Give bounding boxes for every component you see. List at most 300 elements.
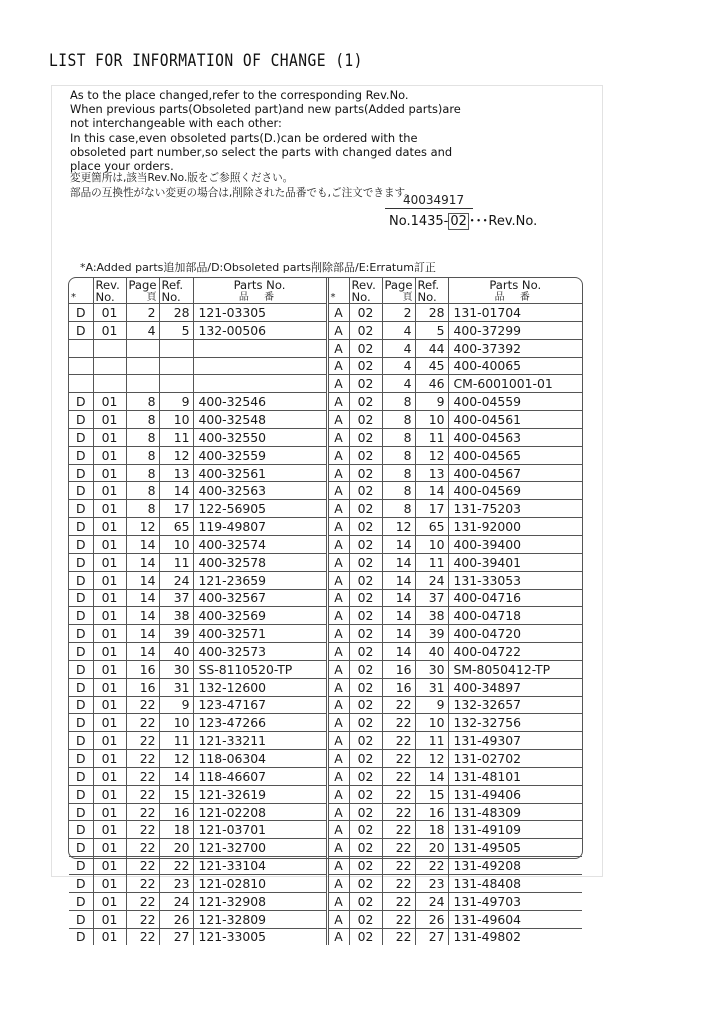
obsoleted-rev-cell: 01 bbox=[93, 500, 126, 518]
table-row bbox=[69, 803, 582, 821]
obsoleted-ref-cell: 10 bbox=[159, 411, 193, 429]
table-row bbox=[69, 857, 582, 875]
table-row bbox=[69, 321, 582, 339]
obsoleted-ref-cell: 39 bbox=[159, 625, 193, 643]
added-ref-cell: 31 bbox=[415, 678, 448, 696]
obsoleted-page-cell: 14 bbox=[126, 553, 159, 571]
added-ref-cell: 10 bbox=[415, 411, 448, 429]
table-row bbox=[69, 571, 582, 589]
obsoleted-part-number-cell: 121-33211 bbox=[193, 732, 327, 750]
header-label: Parts No. bbox=[233, 278, 286, 292]
added-page-cell: 22 bbox=[382, 732, 415, 750]
table-row bbox=[69, 428, 582, 446]
added-type-cell: A bbox=[327, 857, 349, 875]
header-label: No. bbox=[95, 289, 115, 304]
added-rev-cell: 02 bbox=[349, 607, 382, 625]
added-rev-cell: 02 bbox=[349, 625, 382, 643]
obsoleted-type-cell: D bbox=[69, 767, 93, 785]
added-page-cell: 8 bbox=[382, 411, 415, 429]
obsoleted-part-number-cell bbox=[193, 339, 327, 357]
obsoleted-part-number-cell: 400-32546 bbox=[193, 393, 327, 411]
obsoleted-page-cell: 22 bbox=[126, 910, 159, 928]
added-ref-cell: 18 bbox=[415, 821, 448, 839]
obsoleted-part-number-cell: 121-32700 bbox=[193, 839, 327, 857]
added-rev-cell: 02 bbox=[349, 785, 382, 803]
obsoleted-page-cell: 8 bbox=[126, 393, 159, 411]
obsoleted-type-cell: D bbox=[69, 785, 93, 803]
intro-text bbox=[70, 88, 467, 173]
added-type-cell: A bbox=[327, 357, 349, 375]
added-ref-cell: 24 bbox=[415, 571, 448, 589]
added-part-number-cell: 131-49703 bbox=[448, 892, 582, 910]
header-ref bbox=[159, 278, 193, 304]
added-part-number-cell: 131-01704 bbox=[448, 304, 582, 322]
added-rev-cell: 02 bbox=[349, 446, 382, 464]
table-row bbox=[69, 464, 582, 482]
obsoleted-part-number-cell: 121-03701 bbox=[193, 821, 327, 839]
obsoleted-type-cell: D bbox=[69, 571, 93, 589]
table-row bbox=[69, 357, 582, 375]
table-row bbox=[69, 714, 582, 732]
added-type-cell: A bbox=[327, 875, 349, 893]
obsoleted-ref-cell bbox=[159, 357, 193, 375]
obsoleted-ref-cell: 23 bbox=[159, 875, 193, 893]
added-ref-cell: 23 bbox=[415, 875, 448, 893]
obsoleted-page-cell: 8 bbox=[126, 464, 159, 482]
obsoleted-rev-cell: 01 bbox=[93, 482, 126, 500]
added-part-number-cell: 131-49802 bbox=[448, 928, 582, 945]
added-ref-cell: 11 bbox=[415, 428, 448, 446]
obsoleted-rev-cell: 01 bbox=[93, 589, 126, 607]
added-type-cell: A bbox=[327, 803, 349, 821]
table-row bbox=[69, 892, 582, 910]
added-page-cell: 22 bbox=[382, 714, 415, 732]
added-rev-cell: 02 bbox=[349, 643, 382, 661]
added-rev-cell: 02 bbox=[349, 892, 382, 910]
obsoleted-ref-cell: 12 bbox=[159, 446, 193, 464]
added-ref-cell: 45 bbox=[415, 357, 448, 375]
obsoleted-part-number-cell: 400-32548 bbox=[193, 411, 327, 429]
obsoleted-type-cell: D bbox=[69, 696, 93, 714]
added-part-number-cell: CM-6001001-01 bbox=[448, 375, 582, 393]
obsoleted-part-number-cell: 400-32561 bbox=[193, 464, 327, 482]
intro-line: not interchangeable with each other: bbox=[70, 116, 282, 131]
table-row bbox=[69, 393, 582, 411]
table-row bbox=[69, 518, 582, 536]
added-rev-cell: 02 bbox=[349, 357, 382, 375]
obsoleted-rev-cell: 01 bbox=[93, 321, 126, 339]
obsoleted-page-cell: 14 bbox=[126, 607, 159, 625]
table-row bbox=[69, 660, 582, 678]
header-star bbox=[327, 278, 349, 304]
added-part-number-cell: 400-04563 bbox=[448, 428, 582, 446]
added-type-cell: A bbox=[327, 750, 349, 768]
added-type-cell: A bbox=[327, 732, 349, 750]
obsoleted-page-cell: 4 bbox=[126, 321, 159, 339]
header-page bbox=[126, 278, 159, 304]
header-page bbox=[382, 278, 415, 304]
obsoleted-rev-cell: 01 bbox=[93, 803, 126, 821]
added-type-cell: A bbox=[327, 321, 349, 339]
obsoleted-page-cell: 8 bbox=[126, 446, 159, 464]
header-ref bbox=[415, 278, 448, 304]
added-part-number-cell: 400-04559 bbox=[448, 393, 582, 411]
obsoleted-ref-cell bbox=[159, 375, 193, 393]
added-page-cell: 4 bbox=[382, 375, 415, 393]
added-ref-cell: 30 bbox=[415, 660, 448, 678]
obsoleted-type-cell: D bbox=[69, 910, 93, 928]
obsoleted-ref-cell: 22 bbox=[159, 857, 193, 875]
header-label: Page bbox=[384, 278, 413, 292]
page-title: LIST FOR INFORMATION OF CHANGE (1) bbox=[49, 51, 363, 71]
added-rev-cell: 02 bbox=[349, 553, 382, 571]
added-ref-cell: 40 bbox=[415, 643, 448, 661]
obsoleted-part-number-cell: 121-02810 bbox=[193, 875, 327, 893]
obsoleted-page-cell: 14 bbox=[126, 625, 159, 643]
obsoleted-ref-cell: 16 bbox=[159, 803, 193, 821]
added-part-number-cell: 131-49307 bbox=[448, 732, 582, 750]
obsoleted-ref-cell: 11 bbox=[159, 732, 193, 750]
obsoleted-part-number-cell: 400-32567 bbox=[193, 589, 327, 607]
obsoleted-rev-cell: 01 bbox=[93, 839, 126, 857]
obsoleted-type-cell bbox=[69, 357, 93, 375]
obsoleted-ref-cell: 31 bbox=[159, 678, 193, 696]
obsoleted-rev-cell: 01 bbox=[93, 696, 126, 714]
table-row bbox=[69, 339, 582, 357]
added-page-cell: 22 bbox=[382, 767, 415, 785]
obsoleted-ref-cell: 65 bbox=[159, 518, 193, 536]
added-rev-cell: 02 bbox=[349, 696, 382, 714]
added-page-cell: 22 bbox=[382, 803, 415, 821]
added-ref-cell: 12 bbox=[415, 446, 448, 464]
added-rev-cell: 02 bbox=[349, 500, 382, 518]
obsoleted-rev-cell: 01 bbox=[93, 393, 126, 411]
jp-line: 部品の互換性がない変更の場合は,削除された品番でも,ご注文できます。 bbox=[70, 187, 415, 199]
rev-example bbox=[389, 210, 537, 229]
added-page-cell: 8 bbox=[382, 482, 415, 500]
obsoleted-page-cell: 12 bbox=[126, 518, 159, 536]
obsoleted-type-cell bbox=[69, 339, 93, 357]
added-part-number-cell: 400-37392 bbox=[448, 339, 582, 357]
obsoleted-page-cell: 22 bbox=[126, 785, 159, 803]
obsoleted-ref-cell: 18 bbox=[159, 821, 193, 839]
added-part-number-cell: 131-92000 bbox=[448, 518, 582, 536]
added-ref-cell: 14 bbox=[415, 767, 448, 785]
obsoleted-ref-cell: 11 bbox=[159, 428, 193, 446]
obsoleted-ref-cell bbox=[159, 339, 193, 357]
table-row bbox=[69, 928, 582, 945]
added-part-number-cell: 400-40065 bbox=[448, 357, 582, 375]
added-type-cell: A bbox=[327, 535, 349, 553]
obsoleted-type-cell: D bbox=[69, 411, 93, 429]
header-label: Parts No. bbox=[489, 278, 542, 292]
table-row bbox=[69, 535, 582, 553]
obsoleted-rev-cell bbox=[93, 375, 126, 393]
obsoleted-rev-cell: 01 bbox=[93, 304, 126, 322]
table-row bbox=[69, 732, 582, 750]
obsoleted-ref-cell: 37 bbox=[159, 589, 193, 607]
obsoleted-page-cell: 8 bbox=[126, 428, 159, 446]
table-row bbox=[69, 500, 582, 518]
rev-prefix: No.1435- bbox=[389, 214, 449, 229]
added-page-cell: 4 bbox=[382, 321, 415, 339]
added-ref-cell: 14 bbox=[415, 482, 448, 500]
obsoleted-page-cell: 22 bbox=[126, 803, 159, 821]
obsoleted-part-number-cell: 121-32809 bbox=[193, 910, 327, 928]
added-rev-cell: 02 bbox=[349, 571, 382, 589]
added-part-number-cell: 131-49604 bbox=[448, 910, 582, 928]
added-rev-cell: 02 bbox=[349, 375, 382, 393]
obsoleted-part-number-cell: 400-32569 bbox=[193, 607, 327, 625]
obsoleted-type-cell: D bbox=[69, 518, 93, 536]
added-page-cell: 22 bbox=[382, 892, 415, 910]
obsoleted-ref-cell: 13 bbox=[159, 464, 193, 482]
added-type-cell: A bbox=[327, 518, 349, 536]
added-page-cell: 8 bbox=[382, 500, 415, 518]
added-part-number-cell: 400-34897 bbox=[448, 678, 582, 696]
intro-line: In this case,even obsoleted parts(D.)can be ordered with the bbox=[70, 130, 418, 145]
added-page-cell: 22 bbox=[382, 857, 415, 875]
added-page-cell: 14 bbox=[382, 535, 415, 553]
obsoleted-page-cell: 22 bbox=[126, 839, 159, 857]
added-type-cell: A bbox=[327, 785, 349, 803]
obsoleted-ref-cell: 17 bbox=[159, 500, 193, 518]
added-rev-cell: 02 bbox=[349, 821, 382, 839]
added-part-number-cell: 400-04561 bbox=[448, 411, 582, 429]
obsoleted-part-number-cell: 119-49807 bbox=[193, 518, 327, 536]
obsoleted-page-cell: 22 bbox=[126, 767, 159, 785]
added-page-cell: 22 bbox=[382, 839, 415, 857]
added-rev-cell: 02 bbox=[349, 714, 382, 732]
obsoleted-ref-cell: 26 bbox=[159, 910, 193, 928]
added-part-number-cell: 131-48309 bbox=[448, 803, 582, 821]
added-rev-cell: 02 bbox=[349, 910, 382, 928]
added-page-cell: 14 bbox=[382, 553, 415, 571]
obsoleted-ref-cell: 40 bbox=[159, 643, 193, 661]
table-row bbox=[69, 750, 582, 768]
obsoleted-ref-cell: 15 bbox=[159, 785, 193, 803]
added-page-cell: 14 bbox=[382, 625, 415, 643]
obsoleted-part-number-cell: 132-00506 bbox=[193, 321, 327, 339]
obsoleted-page-cell: 16 bbox=[126, 660, 159, 678]
added-type-cell: A bbox=[327, 589, 349, 607]
added-ref-cell: 39 bbox=[415, 625, 448, 643]
header-label: No. bbox=[161, 289, 181, 304]
obsoleted-page-cell: 22 bbox=[126, 732, 159, 750]
added-part-number-cell: 131-49208 bbox=[448, 857, 582, 875]
added-ref-cell: 11 bbox=[415, 732, 448, 750]
added-ref-cell: 11 bbox=[415, 553, 448, 571]
header-label: 品 番 bbox=[238, 291, 281, 303]
added-page-cell: 8 bbox=[382, 428, 415, 446]
added-type-cell: A bbox=[327, 696, 349, 714]
obsoleted-type-cell: D bbox=[69, 714, 93, 732]
obsoleted-rev-cell: 01 bbox=[93, 928, 126, 945]
added-ref-cell: 10 bbox=[415, 714, 448, 732]
intro-line: As to the place changed,refer to the corresponding Rev.No. bbox=[70, 88, 409, 102]
added-rev-cell: 02 bbox=[349, 857, 382, 875]
obsoleted-ref-cell: 20 bbox=[159, 839, 193, 857]
intro-line: When previous parts(Obsoleted part)and new parts(Added parts)are bbox=[70, 102, 461, 117]
header-rev bbox=[349, 278, 382, 304]
table-row bbox=[69, 411, 582, 429]
obsoleted-part-number-cell: 132-12600 bbox=[193, 678, 327, 696]
obsoleted-part-number-cell: 121-02208 bbox=[193, 803, 327, 821]
obsoleted-part-number-cell: 123-47266 bbox=[193, 714, 327, 732]
header-label: Ref. bbox=[161, 278, 184, 292]
obsoleted-rev-cell bbox=[93, 339, 126, 357]
obsoleted-ref-cell: 38 bbox=[159, 607, 193, 625]
added-ref-cell: 17 bbox=[415, 500, 448, 518]
obsoleted-page-cell: 22 bbox=[126, 928, 159, 945]
obsoleted-page-cell: 14 bbox=[126, 571, 159, 589]
obsoleted-page-cell: 2 bbox=[126, 304, 159, 322]
obsoleted-type-cell: D bbox=[69, 857, 93, 875]
obsoleted-rev-cell: 01 bbox=[93, 571, 126, 589]
added-ref-cell: 24 bbox=[415, 892, 448, 910]
added-page-cell: 14 bbox=[382, 571, 415, 589]
obsoleted-type-cell: D bbox=[69, 750, 93, 768]
intro-line: obsoleted part number,so select the parts with changed dates and bbox=[70, 144, 453, 159]
added-type-cell: A bbox=[327, 821, 349, 839]
obsoleted-rev-cell: 01 bbox=[93, 857, 126, 875]
added-rev-cell: 02 bbox=[349, 464, 382, 482]
obsoleted-rev-cell: 01 bbox=[93, 446, 126, 464]
obsoleted-ref-cell: 27 bbox=[159, 928, 193, 945]
obsoleted-page-cell: 14 bbox=[126, 643, 159, 661]
added-ref-cell: 13 bbox=[415, 464, 448, 482]
added-type-cell: A bbox=[327, 910, 349, 928]
added-part-number-cell: 131-49505 bbox=[448, 839, 582, 857]
obsoleted-type-cell: D bbox=[69, 535, 93, 553]
added-rev-cell: 02 bbox=[349, 803, 382, 821]
rev-number-boxed: 02 bbox=[450, 214, 467, 229]
intro-line: place your orders. bbox=[70, 159, 174, 174]
obsoleted-rev-cell: 01 bbox=[93, 464, 126, 482]
obsoleted-ref-cell: 9 bbox=[159, 393, 193, 411]
header-rev bbox=[93, 278, 126, 304]
added-rev-cell: 02 bbox=[349, 482, 382, 500]
table-row bbox=[69, 304, 582, 322]
added-type-cell: A bbox=[327, 339, 349, 357]
added-part-number-cell: 131-48101 bbox=[448, 767, 582, 785]
added-part-number-cell: 400-04716 bbox=[448, 589, 582, 607]
table-row bbox=[69, 678, 582, 696]
added-page-cell: 16 bbox=[382, 678, 415, 696]
table-row bbox=[69, 875, 582, 893]
added-type-cell: A bbox=[327, 571, 349, 589]
added-type-cell: A bbox=[327, 892, 349, 910]
obsoleted-type-cell: D bbox=[69, 482, 93, 500]
added-type-cell: A bbox=[327, 607, 349, 625]
added-type-cell: A bbox=[327, 464, 349, 482]
obsoleted-type-cell: D bbox=[69, 643, 93, 661]
added-part-number-cell: 400-04720 bbox=[448, 625, 582, 643]
obsoleted-page-cell: 22 bbox=[126, 821, 159, 839]
obsoleted-rev-cell: 01 bbox=[93, 892, 126, 910]
header-label: 頁 bbox=[146, 291, 157, 303]
obsoleted-ref-cell: 14 bbox=[159, 767, 193, 785]
obsoleted-type-cell: D bbox=[69, 732, 93, 750]
obsoleted-type-cell: D bbox=[69, 892, 93, 910]
added-type-cell: A bbox=[327, 411, 349, 429]
obsoleted-rev-cell: 01 bbox=[93, 518, 126, 536]
header-label: No. bbox=[351, 289, 371, 304]
obsoleted-ref-cell: 14 bbox=[159, 482, 193, 500]
obsoleted-type-cell: D bbox=[69, 393, 93, 411]
obsoleted-part-number-cell: 400-32574 bbox=[193, 535, 327, 553]
obsoleted-rev-cell: 01 bbox=[93, 767, 126, 785]
obsoleted-rev-cell: 01 bbox=[93, 535, 126, 553]
obsoleted-part-number-cell: 118-46607 bbox=[193, 767, 327, 785]
obsoleted-rev-cell: 01 bbox=[93, 553, 126, 571]
added-page-cell: 16 bbox=[382, 660, 415, 678]
added-part-number-cell: 400-04565 bbox=[448, 446, 582, 464]
header-label: Rev. bbox=[95, 278, 120, 292]
obsoleted-ref-cell: 11 bbox=[159, 553, 193, 571]
header-star bbox=[69, 278, 93, 304]
added-ref-cell: 44 bbox=[415, 339, 448, 357]
added-rev-cell: 02 bbox=[349, 339, 382, 357]
added-part-number-cell: 400-39401 bbox=[448, 553, 582, 571]
header-parts-no bbox=[193, 278, 327, 304]
added-rev-cell: 02 bbox=[349, 321, 382, 339]
added-ref-cell: 16 bbox=[415, 803, 448, 821]
header-label: Rev. bbox=[351, 278, 376, 292]
table-row bbox=[69, 696, 582, 714]
added-rev-cell: 02 bbox=[349, 767, 382, 785]
added-part-number-cell: 400-04722 bbox=[448, 643, 582, 661]
obsoleted-part-number-cell: 118-06304 bbox=[193, 750, 327, 768]
header-parts-no bbox=[448, 278, 582, 304]
rev-suffix: ･･･Rev.No. bbox=[468, 214, 538, 229]
added-page-cell: 22 bbox=[382, 875, 415, 893]
added-type-cell: A bbox=[327, 767, 349, 785]
table-row bbox=[69, 553, 582, 571]
added-part-number-cell: SM-8050412-TP bbox=[448, 660, 582, 678]
obsoleted-part-number-cell: 121-23659 bbox=[193, 571, 327, 589]
added-ref-cell: 37 bbox=[415, 589, 448, 607]
added-type-cell: A bbox=[327, 553, 349, 571]
header-label: 品 番 bbox=[494, 291, 536, 303]
added-part-number-cell: 131-33053 bbox=[448, 571, 582, 589]
obsoleted-type-cell: D bbox=[69, 553, 93, 571]
table-row bbox=[69, 607, 582, 625]
obsoleted-type-cell: D bbox=[69, 589, 93, 607]
added-part-number-cell: 131-02702 bbox=[448, 750, 582, 768]
obsoleted-part-number-cell: 400-32573 bbox=[193, 643, 327, 661]
obsoleted-ref-cell: 30 bbox=[159, 660, 193, 678]
added-part-number-cell: 131-49109 bbox=[448, 821, 582, 839]
added-type-cell: A bbox=[327, 446, 349, 464]
added-page-cell: 14 bbox=[382, 607, 415, 625]
obsoleted-page-cell bbox=[126, 339, 159, 357]
added-page-cell: 4 bbox=[382, 339, 415, 357]
added-part-number-cell: 131-48408 bbox=[448, 875, 582, 893]
header-label: Ref. bbox=[417, 278, 440, 292]
obsoleted-rev-cell: 01 bbox=[93, 821, 126, 839]
added-rev-cell: 02 bbox=[349, 875, 382, 893]
obsoleted-ref-cell: 12 bbox=[159, 750, 193, 768]
obsoleted-page-cell: 22 bbox=[126, 892, 159, 910]
obsoleted-type-cell: D bbox=[69, 304, 93, 322]
obsoleted-part-number-cell: 400-32571 bbox=[193, 625, 327, 643]
obsoleted-type-cell: D bbox=[69, 660, 93, 678]
obsoleted-page-cell: 8 bbox=[126, 500, 159, 518]
jp-line: 変更箇所は,該当Rev.No.版をご参照ください。 bbox=[70, 172, 294, 184]
added-part-number-cell: 400-39400 bbox=[448, 535, 582, 553]
obsoleted-rev-cell: 01 bbox=[93, 643, 126, 661]
